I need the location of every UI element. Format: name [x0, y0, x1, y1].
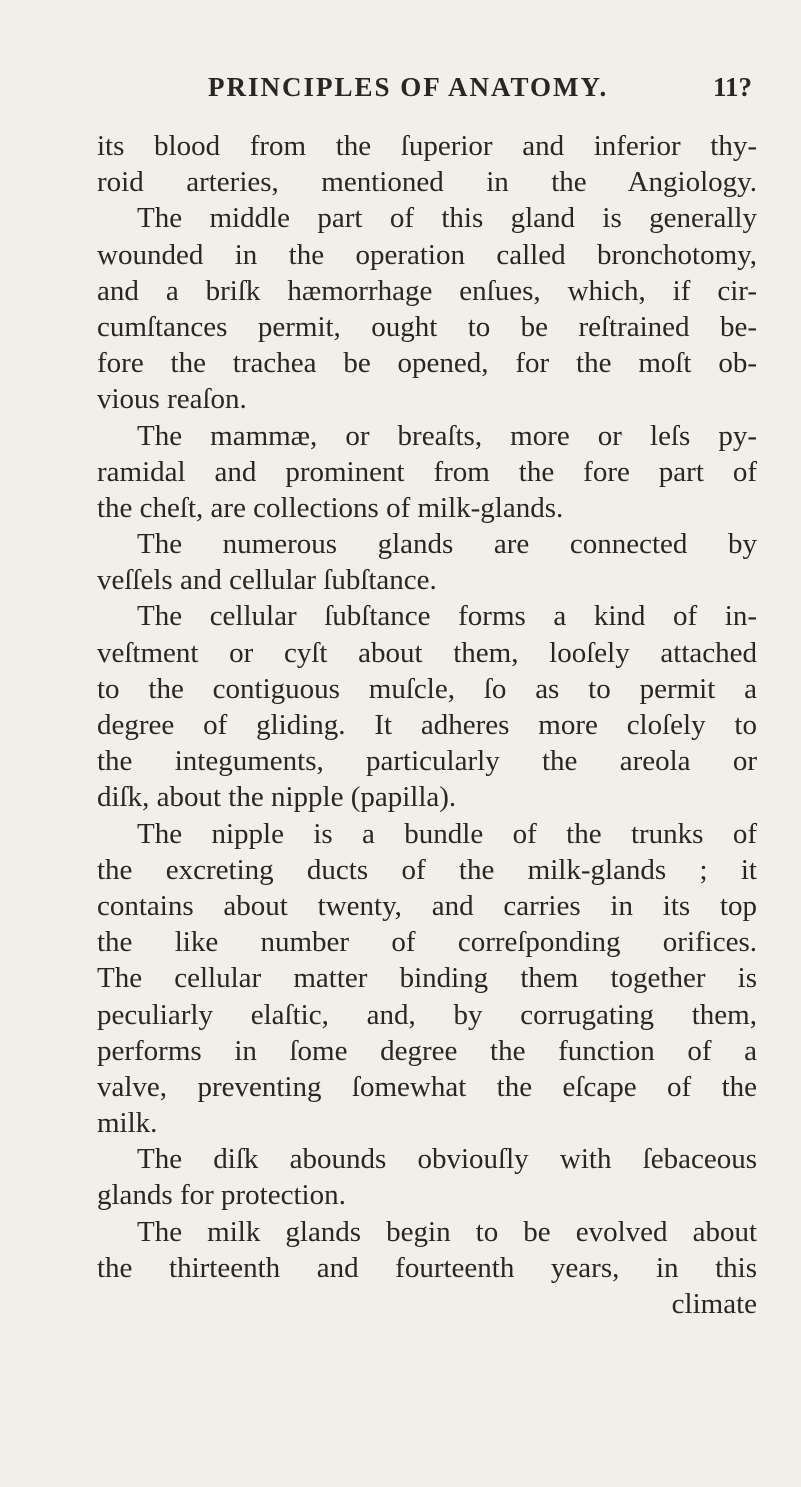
text-line: The milk glands begin to be evolved about — [137, 1215, 757, 1248]
text-line: cumſtances permit, ought to be reſtrained be- — [97, 310, 757, 343]
text-line: The numerous glands are connected by — [137, 528, 757, 561]
text-line: and a briſk hæmorrhage enſues, which, if cir- — [97, 274, 757, 307]
text-line: the like number of correſponding orifices. — [97, 926, 757, 959]
text-line: The cellular ſubſtance forms a kind of in- — [137, 600, 757, 633]
text-line: The mammæ, or breaſts, more or leſs py- — [137, 419, 757, 452]
text-line: the excreting ducts of the milk-glands ; it — [97, 853, 757, 886]
text-line: contains about twenty, and carries in its top — [97, 889, 757, 922]
text-line: The middle part of this gland is generally — [137, 202, 757, 235]
text-line: veſſels and cellular ſubſtance. — [97, 564, 437, 597]
text-line: ramidal and prominent from the fore part of — [97, 455, 757, 488]
text-line: glands for protection. — [97, 1179, 346, 1212]
text-line: fore the trachea be opened, for the moſt ob- — [97, 347, 757, 380]
text-line: diſk, about the nipple (papilla). — [97, 781, 457, 814]
text-line: wounded in the operation called bronchotomy, — [97, 238, 757, 271]
text-line: to the contiguous muſcle, ſo as to permit a — [97, 672, 757, 705]
text-line: veſtment or cyſt about them, looſely attached — [97, 636, 757, 669]
text-line: the thirteenth and fourteenth years, in this — [97, 1251, 757, 1284]
text-line: peculiarly elaſtic, and, by corrugating them, — [97, 998, 757, 1031]
text-line: milk. — [97, 1107, 158, 1140]
text-line: valve, preventing ſomewhat the eſcape of the — [97, 1070, 757, 1103]
catchword: climate — [671, 1288, 757, 1320]
text-line: The nipple is a bundle of the trunks of — [137, 817, 757, 850]
text-line: the cheſt, are collections of milk-glands. — [97, 491, 564, 524]
text-line: degree of gliding. It adheres more cloſely to — [97, 709, 757, 741]
page-number: 11? — [713, 72, 753, 102]
text-line: The diſk abounds obviouſly with ſebaceous — [137, 1143, 757, 1176]
text-line: vious reaſon. — [97, 383, 247, 416]
text-line: roid arteries, mentioned in the Angiology. — [97, 166, 757, 199]
body-text — [97, 128, 757, 1322]
text-line: performs in ſome degree the function of a — [97, 1034, 757, 1067]
text-line: the integuments, particularly the areola or — [97, 745, 757, 778]
text-line: its blood from the ſuperior and inferior thy- — [97, 130, 757, 162]
running-head: PRINCIPLES OF ANATOMY. — [208, 72, 609, 102]
page-header — [0, 72, 801, 112]
text-line: The cellular matter binding them together is — [97, 962, 757, 995]
